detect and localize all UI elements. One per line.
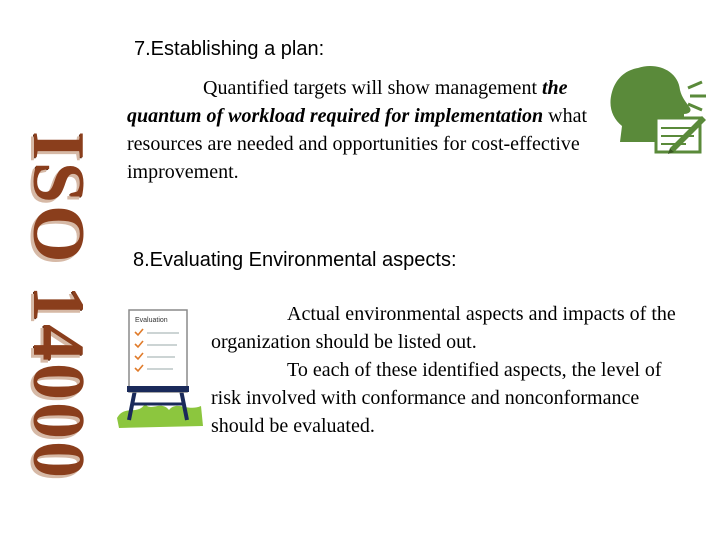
section-7-text-part2: what resources are needed and opportunities for cost-effective improvement. (127, 105, 588, 183)
speaking-person-with-notepad-icon (598, 60, 710, 160)
evaluation-checklist-easel-icon (115, 300, 205, 430)
section-7-emphasis: the quantum of workload required for implementation (127, 77, 568, 127)
section-7-paragraph (127, 74, 607, 186)
section-8-para1: Actual environmental aspects and impacts of the organization should be listed out. (211, 303, 676, 353)
section-8-para2: To each of these identified aspects, the level of risk involved with conformance and nonconformance should be evaluated. (211, 359, 662, 437)
section-7-text-part1: Quantified targets will show management (203, 77, 542, 99)
vertical-title-iso-14000 (12, 90, 102, 520)
vertical-title-text: ISO 14000 (16, 130, 99, 480)
evaluation-label: Evaluation (135, 317, 168, 324)
section-8-paragraph (211, 300, 691, 440)
section-8-heading: 8.Evaluating Environmental aspects: (133, 249, 457, 271)
section-7-heading: 7.Establishing a plan: (134, 38, 325, 60)
